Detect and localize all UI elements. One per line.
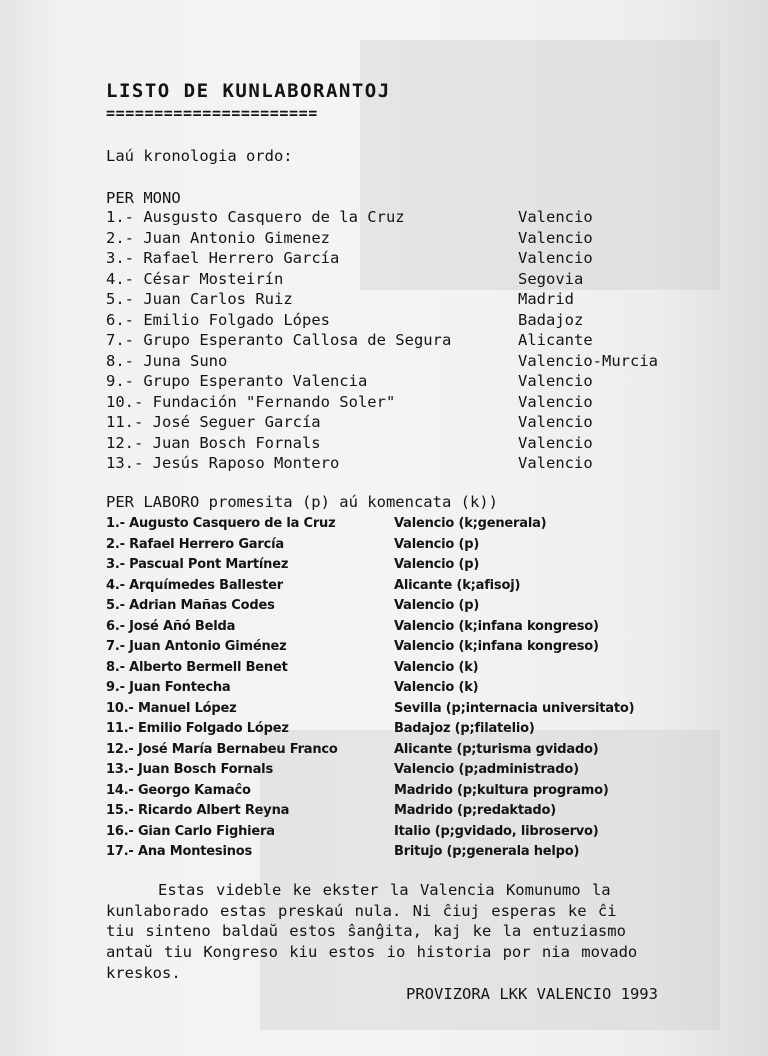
list-item <box>106 678 706 699</box>
contributor-city: Valencio (k;generala) <box>394 516 547 531</box>
list-item <box>106 617 706 638</box>
item-number: 12.- <box>106 433 144 452</box>
contributor-name: Augusto Casquero de la Cruz <box>129 516 336 531</box>
item-number: 8.- <box>106 659 125 675</box>
contributor-name: Alberto Bermell Benet <box>129 659 288 675</box>
item-number: 6.- <box>106 310 134 329</box>
item-number: 9.- <box>106 680 125 695</box>
item-number: 4.- <box>106 269 134 288</box>
contributor-name: Rafael Herrero García <box>129 536 284 552</box>
contributor-name: Juan Carlos Ruiz <box>143 290 293 308</box>
item-number: 8.- <box>106 351 134 370</box>
contributor-name: Gian Carlo Fighiera <box>137 823 275 839</box>
list-item <box>106 371 706 392</box>
contributor-name: Juan Bosch Fornals <box>137 762 273 777</box>
item-number: 16.- <box>106 823 134 839</box>
list-item <box>106 392 706 413</box>
contributor-city: Valencio <box>518 249 593 267</box>
contributor-name: Juan Antonio Giménez <box>129 639 287 654</box>
item-number: 9.- <box>106 372 134 390</box>
item-number: 3.- <box>106 249 134 267</box>
contributor-name: José María Bernabeu Franco <box>137 741 338 757</box>
contributor-name: Georgo Kamaĉo <box>137 782 251 798</box>
contributor-city: Madrido (p;kultura programo) <box>394 782 609 798</box>
item-number: 11.- <box>106 721 134 736</box>
contributor-name: Fundación "Fernando Soler" <box>152 392 396 411</box>
item-number: 12.- <box>106 741 134 757</box>
item-number: 4.- <box>106 577 125 593</box>
contributor-city: Valencio <box>518 228 593 247</box>
contributor-city: Valencio <box>518 454 593 472</box>
signature: PROVIZORA LKK VALENCIO 1993 <box>406 985 658 1003</box>
contributor-city: Valencio <box>518 392 593 411</box>
list-item <box>106 433 706 454</box>
list-item <box>106 719 706 740</box>
contributor-name: Emilio Folgado López <box>137 721 289 736</box>
contributor-city: Valencio (p;administrado) <box>394 762 579 777</box>
contributor-name: Juan Antonio Gimenez <box>143 228 330 247</box>
per-mono-heading: PER MONO <box>106 189 181 207</box>
contributor-city: Valencio <box>518 372 593 390</box>
list-item <box>106 248 706 269</box>
list-item <box>106 740 706 761</box>
closing-paragraph <box>106 880 706 984</box>
item-number: 7.- <box>106 639 125 654</box>
list-item <box>106 514 706 535</box>
item-number: 1.- <box>106 208 134 226</box>
contributor-name: César Mosteirín <box>143 269 284 288</box>
contributor-city: Valencio (k) <box>394 659 479 675</box>
contributor-city: Valencio (p) <box>394 598 480 613</box>
contributor-city: Badajoz (p;filatelio) <box>394 721 535 736</box>
contributor-name: Juan Fontecha <box>129 680 231 695</box>
contributor-name: Juna Suno <box>143 351 228 370</box>
item-number: 5.- <box>106 290 134 308</box>
contributor-city: Valencio (k) <box>394 680 479 695</box>
contributor-name: Emilio Folgado Lópes <box>143 310 330 329</box>
item-number: 10.- <box>106 700 134 716</box>
list-item <box>106 330 706 351</box>
item-number: 15.- <box>106 803 134 818</box>
list-item <box>106 781 706 802</box>
contributor-name: Pascual Pont Martínez <box>129 557 289 572</box>
contributor-name: Ricardo Albert Reyna <box>137 803 290 818</box>
list-item <box>106 576 706 597</box>
per-laboro-heading: PER LABORO promesita (p) aú komencata (k)) <box>106 493 498 511</box>
contributor-city: Valencio-Murcia <box>518 351 658 370</box>
contributor-city: Sevilla (p;internacia universitato) <box>394 700 635 716</box>
contributor-city: Madrid <box>518 290 574 308</box>
list-item <box>106 228 706 249</box>
paragraph-line: tiu sinteno baldaŭ estos ŝanĝita, kaj ke la entuziasmo <box>106 922 626 941</box>
list-item <box>106 801 706 822</box>
contributor-name: Arquímedes Ballester <box>129 577 283 593</box>
item-number: 14.- <box>106 782 134 798</box>
contributor-city: Britujo (p;generala helpo) <box>394 844 580 859</box>
list-item <box>106 289 706 310</box>
paragraph-line: kreskos. <box>106 963 181 982</box>
item-number: 11.- <box>106 413 144 431</box>
contributor-city: Italio (p;gvidado, libroservo) <box>394 823 599 839</box>
contributor-city: Alicante (p;turisma gvidado) <box>394 741 599 757</box>
item-number: 2.- <box>106 228 134 247</box>
contributor-city: Valencio (p) <box>394 536 480 552</box>
item-number: 7.- <box>106 331 134 349</box>
contributor-name: José Añó Belda <box>129 618 236 634</box>
intro-line: Laú kronologia ordo: <box>106 147 293 165</box>
item-number: 3.- <box>106 557 125 572</box>
title-underline: ====================== <box>106 104 318 122</box>
contributor-name: Rafael Herrero García <box>143 249 340 267</box>
contributor-name: Jesús Raposo Montero <box>152 454 340 472</box>
contributor-city: Alicante <box>518 331 593 349</box>
list-item <box>106 453 706 474</box>
list-item <box>106 269 706 290</box>
list-item <box>106 637 706 658</box>
item-number: 13.- <box>106 762 134 777</box>
list-item <box>106 596 706 617</box>
contributor-city: Valencio <box>518 433 593 452</box>
contributor-city: Alicante (k;afisoj) <box>394 577 521 593</box>
list-item <box>106 310 706 331</box>
contributor-city: Valencio (k;infana kongreso) <box>394 639 599 654</box>
paragraph-line: kunlaborado estas preskaú nula. Ni ĉiuj esperas ke ĉi <box>106 901 617 920</box>
item-number: 5.- <box>106 598 125 613</box>
list-item <box>106 412 706 433</box>
contributor-name: Grupo Esperanto Callosa de Segura <box>143 331 452 349</box>
paragraph-line: antaŭ tiu Kongreso kiu estos io historia por nia movado <box>106 943 638 962</box>
item-number: 17.- <box>106 844 134 859</box>
contributor-name: Adrian Mañas Codes <box>129 598 275 613</box>
contributor-city: Valencio <box>518 413 593 431</box>
paragraph-line: Estas videble ke ekster la Valencia Komunumo la <box>158 881 611 899</box>
item-number: 2.- <box>106 536 125 552</box>
contributor-name: Juan Bosch Fornals <box>152 433 321 452</box>
item-number: 6.- <box>106 618 125 634</box>
contributor-name: José Seguer García <box>152 413 321 431</box>
item-number: 10.- <box>106 392 144 411</box>
contributor-name: Ana Montesinos <box>137 844 253 859</box>
contributor-city: Badajoz <box>518 310 584 329</box>
list-item <box>106 207 706 228</box>
list-item <box>106 699 706 720</box>
list-item <box>106 822 706 843</box>
item-number: 13.- <box>106 454 144 472</box>
contributor-city: Valencio (p) <box>394 557 480 572</box>
list-item <box>106 535 706 556</box>
contributor-name: Ausgusto Casquero de la Cruz <box>143 208 405 226</box>
contributor-name: Grupo Esperanto Valencia <box>143 372 368 390</box>
list-item <box>106 842 706 863</box>
contributor-city: Valencio <box>518 208 593 226</box>
list-item <box>106 555 706 576</box>
contributor-name: Manuel López <box>137 700 237 716</box>
list-item <box>106 658 706 679</box>
per-mono-list <box>106 207 706 474</box>
document-title: LISTO DE KUNLABORANTOJ <box>106 80 391 102</box>
contributor-city: Valencio (k;infana kongreso) <box>394 618 599 634</box>
list-item <box>106 351 706 372</box>
contributor-city: Madrido (p;redaktado) <box>394 803 557 818</box>
list-item <box>106 760 706 781</box>
contributor-city: Segovia <box>518 269 584 288</box>
item-number: 1.- <box>106 516 125 531</box>
per-laboro-list <box>106 514 706 863</box>
